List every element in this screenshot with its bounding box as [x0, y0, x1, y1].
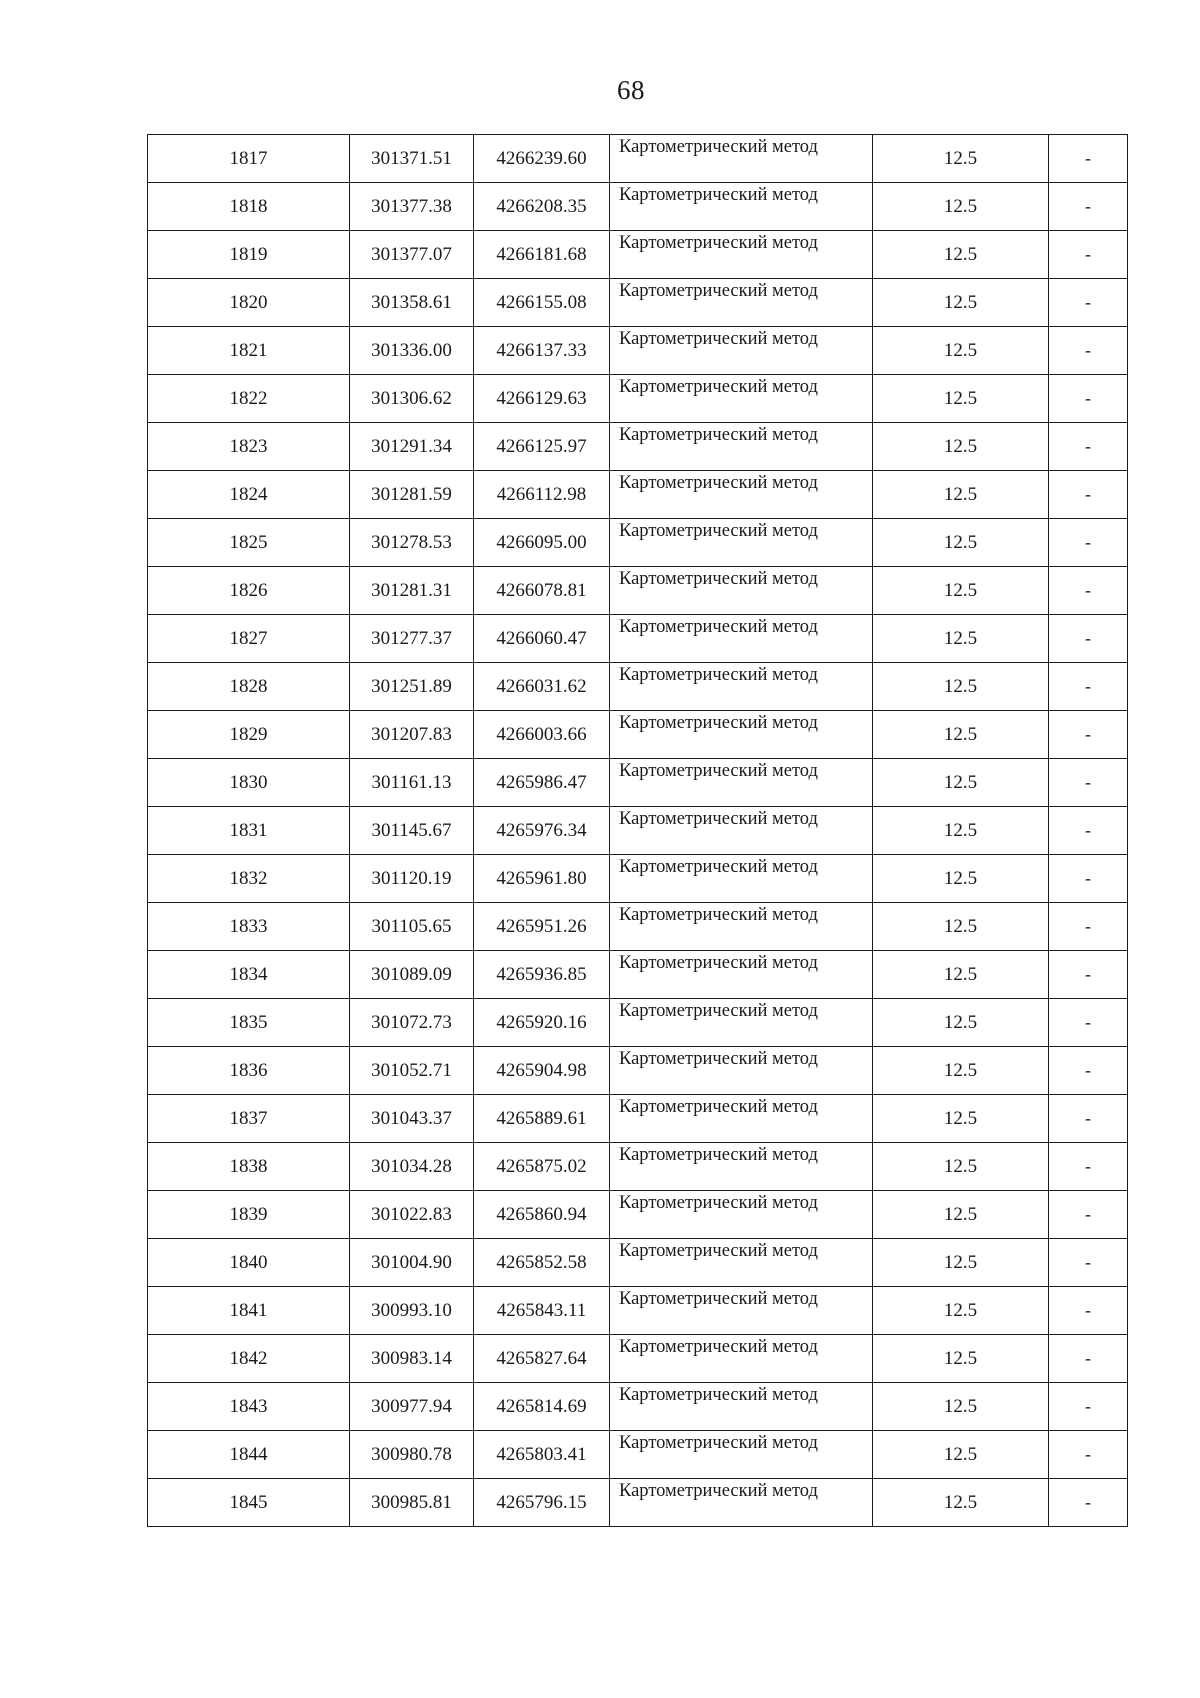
y-coordinate-cell: 4265920.16 — [474, 999, 610, 1047]
point-number-cell: 1818 — [148, 183, 350, 231]
accuracy-cell: 12.5 — [873, 807, 1049, 855]
method-cell: Картометрический метод — [610, 1383, 873, 1431]
point-number-cell: 1825 — [148, 519, 350, 567]
x-coordinate-cell: 301358.61 — [350, 279, 474, 327]
method-cell: Картометрический метод — [610, 855, 873, 903]
method-cell: Картометрический метод — [610, 663, 873, 711]
x-coordinate-cell: 301306.62 — [350, 375, 474, 423]
x-coordinate-cell: 301034.28 — [350, 1143, 474, 1191]
method-cell: Картометрический метод — [610, 1143, 873, 1191]
table-row — [148, 1335, 1128, 1383]
method-cell: Картометрический метод — [610, 1191, 873, 1239]
x-coordinate-cell: 301022.83 — [350, 1191, 474, 1239]
x-coordinate-cell: 301207.83 — [350, 711, 474, 759]
accuracy-cell: 12.5 — [873, 855, 1049, 903]
accuracy-cell: 12.5 — [873, 231, 1049, 279]
method-cell: Картометрический метод — [610, 903, 873, 951]
method-cell: Картометрический метод — [610, 519, 873, 567]
y-coordinate-cell: 4265961.80 — [474, 855, 610, 903]
table-row — [148, 903, 1128, 951]
point-number-cell: 1838 — [148, 1143, 350, 1191]
y-coordinate-cell: 4266031.62 — [474, 663, 610, 711]
point-number-cell: 1834 — [148, 951, 350, 999]
accuracy-cell: 12.5 — [873, 183, 1049, 231]
table-row — [148, 519, 1128, 567]
y-coordinate-cell: 4266155.08 — [474, 279, 610, 327]
y-coordinate-cell: 4265875.02 — [474, 1143, 610, 1191]
point-number-cell: 1833 — [148, 903, 350, 951]
point-number-cell: 1822 — [148, 375, 350, 423]
point-number-cell: 1840 — [148, 1239, 350, 1287]
note-cell: - — [1049, 183, 1128, 231]
method-cell: Картометрический метод — [610, 183, 873, 231]
y-coordinate-cell: 4265986.47 — [474, 759, 610, 807]
table-row — [148, 855, 1128, 903]
x-coordinate-cell: 301291.34 — [350, 423, 474, 471]
note-cell: - — [1049, 663, 1128, 711]
table-row — [148, 711, 1128, 759]
table-row — [148, 1047, 1128, 1095]
y-coordinate-cell: 4265852.58 — [474, 1239, 610, 1287]
x-coordinate-cell: 301072.73 — [350, 999, 474, 1047]
method-cell: Картометрический метод — [610, 471, 873, 519]
accuracy-cell: 12.5 — [873, 759, 1049, 807]
point-number-cell: 1830 — [148, 759, 350, 807]
x-coordinate-cell: 301161.13 — [350, 759, 474, 807]
x-coordinate-cell: 300980.78 — [350, 1431, 474, 1479]
x-coordinate-cell: 301277.37 — [350, 615, 474, 663]
point-number-cell: 1835 — [148, 999, 350, 1047]
point-number-cell: 1843 — [148, 1383, 350, 1431]
note-cell: - — [1049, 1479, 1128, 1527]
accuracy-cell: 12.5 — [873, 423, 1049, 471]
note-cell: - — [1049, 567, 1128, 615]
accuracy-cell: 12.5 — [873, 327, 1049, 375]
table-row — [148, 279, 1128, 327]
x-coordinate-cell: 300985.81 — [350, 1479, 474, 1527]
table-row — [148, 1095, 1128, 1143]
x-coordinate-cell: 301336.00 — [350, 327, 474, 375]
table-row — [148, 231, 1128, 279]
table-row — [148, 183, 1128, 231]
accuracy-cell: 12.5 — [873, 1047, 1049, 1095]
table-row — [148, 663, 1128, 711]
note-cell: - — [1049, 375, 1128, 423]
y-coordinate-cell: 4266239.60 — [474, 135, 610, 183]
x-coordinate-cell: 300993.10 — [350, 1287, 474, 1335]
point-number-cell: 1845 — [148, 1479, 350, 1527]
method-cell: Картометрический метод — [610, 279, 873, 327]
accuracy-cell: 12.5 — [873, 1479, 1049, 1527]
table-row — [148, 1143, 1128, 1191]
coordinates-table-body — [148, 135, 1128, 1527]
point-number-cell: 1828 — [148, 663, 350, 711]
y-coordinate-cell: 4266060.47 — [474, 615, 610, 663]
x-coordinate-cell: 301281.59 — [350, 471, 474, 519]
point-number-cell: 1842 — [148, 1335, 350, 1383]
x-coordinate-cell: 301145.67 — [350, 807, 474, 855]
table-row — [148, 375, 1128, 423]
accuracy-cell: 12.5 — [873, 1335, 1049, 1383]
table-row — [148, 1383, 1128, 1431]
point-number-cell: 1817 — [148, 135, 350, 183]
note-cell: - — [1049, 903, 1128, 951]
method-cell: Картометрический метод — [610, 1335, 873, 1383]
y-coordinate-cell: 4265814.69 — [474, 1383, 610, 1431]
note-cell: - — [1049, 759, 1128, 807]
x-coordinate-cell: 300977.94 — [350, 1383, 474, 1431]
note-cell: - — [1049, 1191, 1128, 1239]
table-row — [148, 1479, 1128, 1527]
y-coordinate-cell: 4265843.11 — [474, 1287, 610, 1335]
y-coordinate-cell: 4265976.34 — [474, 807, 610, 855]
y-coordinate-cell: 4266208.35 — [474, 183, 610, 231]
y-coordinate-cell: 4266095.00 — [474, 519, 610, 567]
x-coordinate-cell: 301052.71 — [350, 1047, 474, 1095]
table-row — [148, 567, 1128, 615]
x-coordinate-cell: 301105.65 — [350, 903, 474, 951]
x-coordinate-cell: 301278.53 — [350, 519, 474, 567]
y-coordinate-cell: 4266112.98 — [474, 471, 610, 519]
accuracy-cell: 12.5 — [873, 1191, 1049, 1239]
note-cell: - — [1049, 807, 1128, 855]
point-number-cell: 1824 — [148, 471, 350, 519]
point-number-cell: 1844 — [148, 1431, 350, 1479]
note-cell: - — [1049, 1431, 1128, 1479]
method-cell: Картометрический метод — [610, 711, 873, 759]
point-number-cell: 1832 — [148, 855, 350, 903]
y-coordinate-cell: 4265803.41 — [474, 1431, 610, 1479]
y-coordinate-cell: 4265904.98 — [474, 1047, 610, 1095]
accuracy-cell: 12.5 — [873, 471, 1049, 519]
y-coordinate-cell: 4265860.94 — [474, 1191, 610, 1239]
note-cell: - — [1049, 1047, 1128, 1095]
method-cell: Картометрический метод — [610, 615, 873, 663]
accuracy-cell: 12.5 — [873, 951, 1049, 999]
y-coordinate-cell: 4266129.63 — [474, 375, 610, 423]
accuracy-cell: 12.5 — [873, 135, 1049, 183]
table-row — [148, 615, 1128, 663]
method-cell: Картометрический метод — [610, 1287, 873, 1335]
table-row — [148, 471, 1128, 519]
note-cell: - — [1049, 231, 1128, 279]
accuracy-cell: 12.5 — [873, 1095, 1049, 1143]
method-cell: Картометрический метод — [610, 1047, 873, 1095]
table-row — [148, 1191, 1128, 1239]
method-cell: Картометрический метод — [610, 375, 873, 423]
table-row — [148, 135, 1128, 183]
coordinates-table — [147, 134, 1128, 1527]
point-number-cell: 1827 — [148, 615, 350, 663]
table-row — [148, 1287, 1128, 1335]
accuracy-cell: 12.5 — [873, 519, 1049, 567]
table-row — [148, 759, 1128, 807]
note-cell: - — [1049, 1383, 1128, 1431]
note-cell: - — [1049, 519, 1128, 567]
y-coordinate-cell: 4265951.26 — [474, 903, 610, 951]
x-coordinate-cell: 301120.19 — [350, 855, 474, 903]
accuracy-cell: 12.5 — [873, 1143, 1049, 1191]
table-row — [148, 327, 1128, 375]
x-coordinate-cell: 301251.89 — [350, 663, 474, 711]
accuracy-cell: 12.5 — [873, 1287, 1049, 1335]
point-number-cell: 1841 — [148, 1287, 350, 1335]
y-coordinate-cell: 4265827.64 — [474, 1335, 610, 1383]
table-row — [148, 999, 1128, 1047]
point-number-cell: 1826 — [148, 567, 350, 615]
accuracy-cell: 12.5 — [873, 1239, 1049, 1287]
method-cell: Картометрический метод — [610, 999, 873, 1047]
point-number-cell: 1836 — [148, 1047, 350, 1095]
note-cell: - — [1049, 471, 1128, 519]
note-cell: - — [1049, 951, 1128, 999]
note-cell: - — [1049, 615, 1128, 663]
point-number-cell: 1820 — [148, 279, 350, 327]
note-cell: - — [1049, 999, 1128, 1047]
accuracy-cell: 12.5 — [873, 567, 1049, 615]
note-cell: - — [1049, 423, 1128, 471]
y-coordinate-cell: 4266078.81 — [474, 567, 610, 615]
x-coordinate-cell: 301371.51 — [350, 135, 474, 183]
method-cell: Картометрический метод — [610, 951, 873, 999]
x-coordinate-cell: 301281.31 — [350, 567, 474, 615]
x-coordinate-cell: 301377.07 — [350, 231, 474, 279]
accuracy-cell: 12.5 — [873, 375, 1049, 423]
y-coordinate-cell: 4266137.33 — [474, 327, 610, 375]
accuracy-cell: 12.5 — [873, 1431, 1049, 1479]
note-cell: - — [1049, 1239, 1128, 1287]
note-cell: - — [1049, 327, 1128, 375]
page-number: 68 — [617, 75, 645, 105]
y-coordinate-cell: 4266125.97 — [474, 423, 610, 471]
method-cell: Картометрический метод — [610, 327, 873, 375]
x-coordinate-cell: 300983.14 — [350, 1335, 474, 1383]
note-cell: - — [1049, 711, 1128, 759]
note-cell: - — [1049, 1287, 1128, 1335]
accuracy-cell: 12.5 — [873, 711, 1049, 759]
method-cell: Картометрический метод — [610, 135, 873, 183]
x-coordinate-cell: 301089.09 — [350, 951, 474, 999]
y-coordinate-cell: 4265796.15 — [474, 1479, 610, 1527]
table-row — [148, 1431, 1128, 1479]
note-cell: - — [1049, 1095, 1128, 1143]
table-row — [148, 423, 1128, 471]
y-coordinate-cell: 4265889.61 — [474, 1095, 610, 1143]
accuracy-cell: 12.5 — [873, 999, 1049, 1047]
note-cell: - — [1049, 1335, 1128, 1383]
point-number-cell: 1823 — [148, 423, 350, 471]
note-cell: - — [1049, 135, 1128, 183]
method-cell: Картометрический метод — [610, 759, 873, 807]
point-number-cell: 1839 — [148, 1191, 350, 1239]
accuracy-cell: 12.5 — [873, 663, 1049, 711]
y-coordinate-cell: 4266181.68 — [474, 231, 610, 279]
y-coordinate-cell: 4266003.66 — [474, 711, 610, 759]
accuracy-cell: 12.5 — [873, 1383, 1049, 1431]
method-cell: Картометрический метод — [610, 807, 873, 855]
point-number-cell: 1837 — [148, 1095, 350, 1143]
x-coordinate-cell: 301004.90 — [350, 1239, 474, 1287]
method-cell: Картометрический метод — [610, 567, 873, 615]
point-number-cell: 1829 — [148, 711, 350, 759]
accuracy-cell: 12.5 — [873, 279, 1049, 327]
method-cell: Картометрический метод — [610, 1479, 873, 1527]
note-cell: - — [1049, 855, 1128, 903]
method-cell: Картометрический метод — [610, 231, 873, 279]
method-cell: Картометрический метод — [610, 1095, 873, 1143]
method-cell: Картометрический метод — [610, 1239, 873, 1287]
note-cell: - — [1049, 1143, 1128, 1191]
accuracy-cell: 12.5 — [873, 903, 1049, 951]
point-number-cell: 1819 — [148, 231, 350, 279]
point-number-cell: 1821 — [148, 327, 350, 375]
x-coordinate-cell: 301377.38 — [350, 183, 474, 231]
method-cell: Картометрический метод — [610, 1431, 873, 1479]
x-coordinate-cell: 301043.37 — [350, 1095, 474, 1143]
point-number-cell: 1831 — [148, 807, 350, 855]
table-row — [148, 1239, 1128, 1287]
method-cell: Картометрический метод — [610, 423, 873, 471]
table-row — [148, 951, 1128, 999]
table-row — [148, 807, 1128, 855]
accuracy-cell: 12.5 — [873, 615, 1049, 663]
note-cell: - — [1049, 279, 1128, 327]
y-coordinate-cell: 4265936.85 — [474, 951, 610, 999]
